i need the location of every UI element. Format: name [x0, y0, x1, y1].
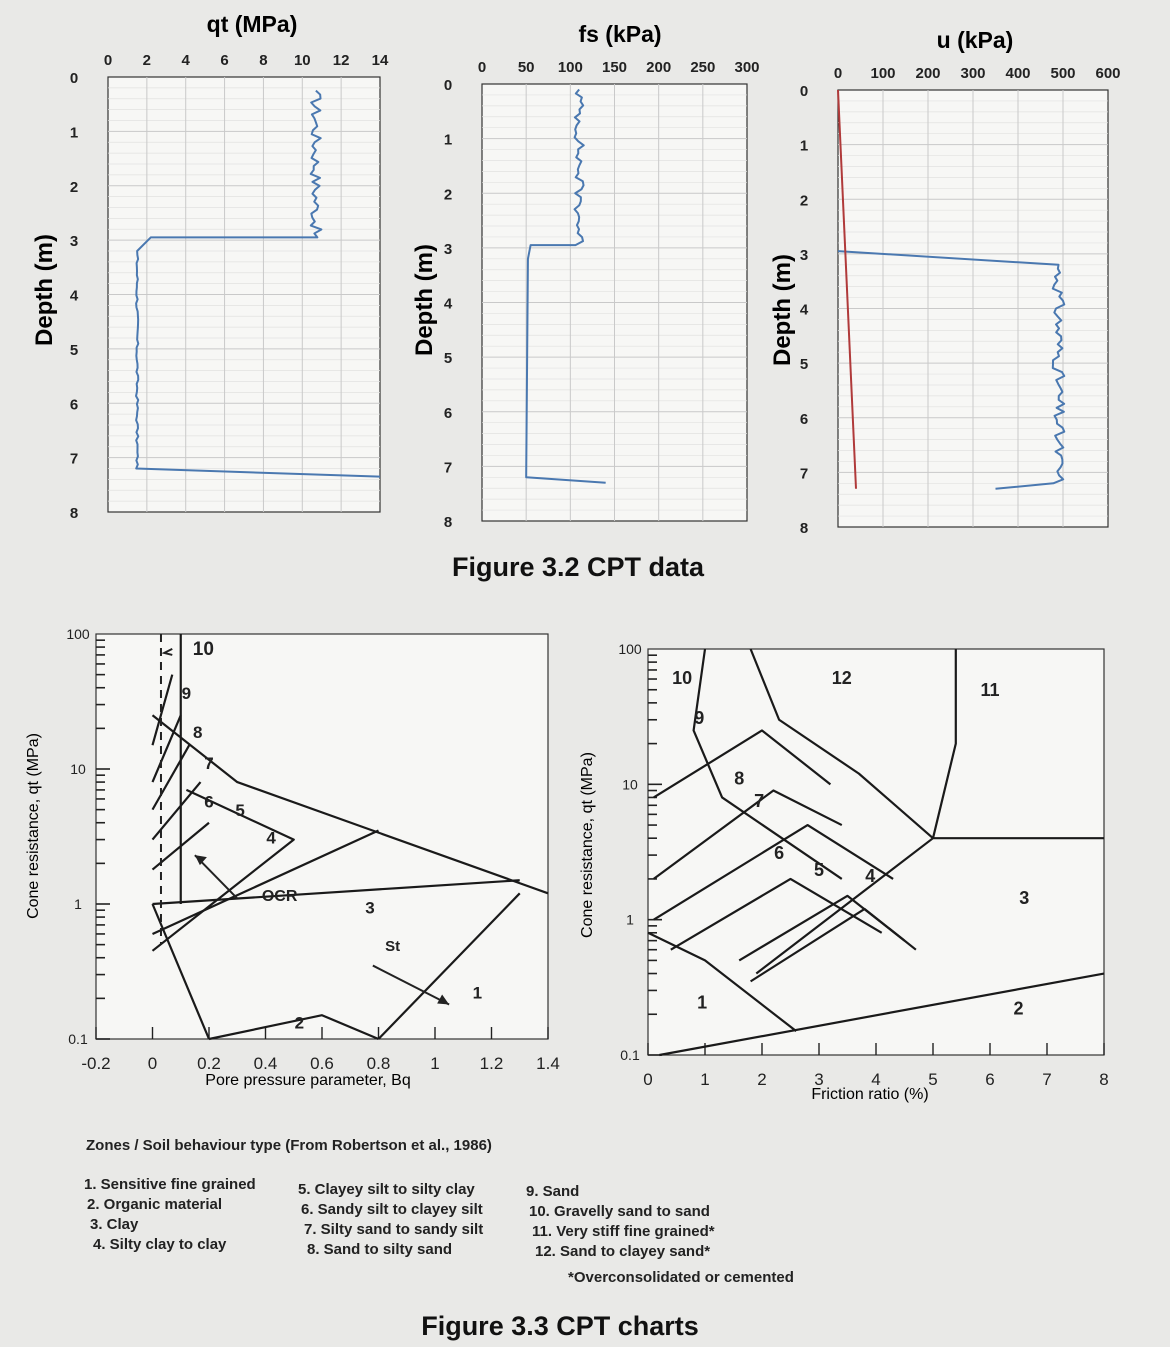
- bq-zone-6-label: 6: [204, 792, 214, 812]
- qt-y-tick-label: 5: [69, 341, 79, 359]
- fs-y-tick-label: 3: [443, 240, 453, 258]
- fs-y-tick-label: 2: [443, 186, 453, 204]
- u-y-tick-label: 0: [799, 83, 809, 100]
- legend-entry: 6. Sandy silt to clayey silt: [301, 1201, 483, 1218]
- qt-x-tick-label: 12: [332, 52, 350, 69]
- bq-x-tick-label: 1: [430, 1054, 440, 1073]
- qt-x-tick-label: 10: [293, 52, 311, 69]
- legend-title: Zones / Soil behaviour type (From Robertson et al., 1986): [86, 1137, 492, 1154]
- bq-zone-5-label: 5: [235, 800, 245, 820]
- fr-x-tick-label: 4: [871, 1070, 881, 1089]
- fr-x-tick-label: 2: [757, 1070, 767, 1089]
- u-x-tick-label: 200: [915, 65, 941, 82]
- legend-entry: 7. Silty sand to sandy silt: [304, 1221, 484, 1238]
- st-annotation: St: [385, 937, 401, 955]
- qt-y-tick-label: 4: [69, 287, 79, 305]
- bq-y-tick-label: 100: [66, 626, 90, 642]
- fr-zone-3-label: 3: [1019, 888, 1030, 909]
- qt-y-axis-label: Depth (m): [31, 234, 58, 346]
- legend-entry: 4. Silty clay to clay: [93, 1236, 227, 1253]
- u-x-tick-label: 0: [833, 65, 843, 82]
- fs-y-tick-label: 1: [443, 131, 453, 149]
- bq-x-tick-label: 0: [147, 1054, 158, 1073]
- u-depth-chart: [769, 27, 1121, 537]
- bq-x-tick-label: 0.2: [197, 1054, 221, 1073]
- fr-zone-7-label: 7: [754, 791, 765, 812]
- legend-column-3: [526, 1183, 715, 1260]
- bq-x-tick-label: 0.4: [253, 1054, 278, 1073]
- fr-x-tick-label: 1: [700, 1070, 710, 1089]
- u-y-tick-label: 6: [799, 410, 809, 428]
- fr-zone-11-label: 11: [980, 679, 1000, 700]
- fs-y-tick-label: 8: [443, 514, 453, 531]
- u-y-axis-label: Depth (m): [769, 254, 796, 366]
- u-y-tick-label: 7: [799, 465, 809, 483]
- fs-gridlines: [482, 84, 747, 521]
- bq-x-tick-label: 0.6: [310, 1054, 334, 1073]
- fs-x-tick-label: 150: [601, 59, 628, 76]
- qt-depth-chart: [31, 11, 389, 522]
- fs-x-tick-label: 300: [734, 59, 760, 76]
- bq-zone-7-label: 7: [204, 754, 214, 773]
- legend-entry: 12. Sand to clayey sand*: [535, 1243, 711, 1260]
- bq-zone-2-label: 2: [294, 1013, 305, 1033]
- fr-y-tick-label: 10: [622, 776, 638, 793]
- u-x-tick-label: 600: [1095, 65, 1121, 82]
- legend-entry: 2. Organic material: [87, 1196, 223, 1213]
- qt-x-tick-label: 2: [142, 52, 152, 69]
- fr-x-tick-label: 7: [1042, 1070, 1052, 1089]
- legend-entry: 9. Sand: [526, 1183, 580, 1200]
- fs-depth-chart: [411, 21, 760, 531]
- figure-3-2-caption: Figure 3.2 CPT data: [451, 552, 705, 582]
- fs-x-tick-label: 0: [477, 59, 487, 76]
- fr-y-axis-label: Cone resistance, qt (MPa): [579, 752, 596, 938]
- fr-zone-9-label: 9: [694, 707, 705, 728]
- fs-y-tick-label: 7: [443, 459, 453, 477]
- bq-zone-3-label: 3: [365, 898, 375, 918]
- fs-x-tick-label: 50: [517, 59, 535, 76]
- fr-zone-2-label: 2: [1013, 998, 1024, 1019]
- soil-zone-legend: [84, 1137, 794, 1286]
- friction-ratio-classification-chart: [579, 641, 1109, 1103]
- bq-x-tick-label: 1.4: [536, 1054, 560, 1073]
- fs-y-tick-label: 6: [443, 404, 453, 422]
- bq-x-tick-label: 1.2: [479, 1054, 504, 1073]
- u-x-tick-label: 500: [1050, 65, 1076, 82]
- fs-chart-title: fs (kPa): [578, 21, 662, 47]
- bq-zone-10-label: 10: [192, 638, 214, 660]
- u-x-tick-label: 300: [960, 65, 986, 82]
- fs-y-tick-label: 4: [443, 295, 453, 313]
- fr-x-axis-label: Friction ratio (%): [811, 1086, 929, 1103]
- fr-zone-6-label: 6: [774, 843, 785, 864]
- bq-zone-1-label: 1: [472, 983, 483, 1003]
- fs-x-tick-label: 100: [557, 59, 583, 76]
- bq-y-axis-label: Cone resistance, qt (MPa): [25, 733, 42, 919]
- legend-column-1: [84, 1176, 256, 1253]
- fr-x-tick-label: 8: [1099, 1070, 1109, 1089]
- qt-x-tick-label: 4: [181, 52, 190, 69]
- fr-zone-5-label: 5: [813, 860, 825, 881]
- bq-zone-4-label: 4: [266, 828, 276, 848]
- fr-plot-area: [648, 649, 1104, 1055]
- qt-y-tick-label: 3: [69, 233, 79, 251]
- fr-y-tick-label: 1: [626, 911, 634, 928]
- fr-zone-1-label: 1: [697, 992, 708, 1013]
- u-y-tick-label: 3: [799, 246, 809, 264]
- legend-entry: 11. Very stiff fine grained*: [532, 1223, 715, 1240]
- fr-zone-8-label: 8: [734, 768, 745, 789]
- qt-y-tick-label: 2: [69, 178, 79, 196]
- fr-x-tick-label: 0: [643, 1070, 653, 1089]
- ocr-annotation: OCR: [261, 888, 298, 906]
- u-y-tick-label: 4: [799, 301, 809, 319]
- u-x-tick-label: 100: [870, 65, 896, 82]
- legend-entry: 1. Sensitive fine grained: [84, 1176, 256, 1193]
- legend-entry: 10. Gravelly sand to sand: [529, 1203, 710, 1220]
- u-y-tick-label: 1: [799, 137, 809, 155]
- u-y-tick-label: 2: [799, 192, 809, 210]
- qt-chart-title: qt (MPa): [206, 11, 298, 37]
- qt-x-tick-label: 14: [371, 52, 389, 69]
- bq-zone-8-label: 8: [192, 722, 203, 742]
- qt-x-tick-label: 8: [259, 52, 268, 69]
- legend-entry: 5. Clayey silt to silty clay: [298, 1181, 475, 1198]
- u-chart-title: u (kPa): [936, 27, 1014, 53]
- bq-y-tick-label: 1: [74, 896, 82, 912]
- fr-zone-10-label: 10: [672, 668, 693, 689]
- qt-gridlines: [108, 77, 380, 512]
- legend-column-2: [298, 1181, 483, 1258]
- u-y-tick-label: 8: [799, 520, 809, 537]
- fr-y-tick-label: 100: [618, 641, 642, 657]
- qt-y-tick-label: 6: [69, 396, 79, 414]
- bq-x-axis-label: Pore pressure parameter, Bq: [205, 1072, 411, 1089]
- fr-x-tick-label: 3: [814, 1070, 824, 1089]
- qt-y-tick-label: 8: [69, 505, 79, 522]
- bq-x-tick-label: 0.8: [366, 1054, 391, 1073]
- figure-3-3-caption: Figure 3.3 CPT charts: [421, 1311, 699, 1341]
- qt-y-tick-label: 7: [69, 450, 79, 468]
- bq-plot-area: [96, 634, 548, 1039]
- qt-x-tick-label: 6: [220, 52, 229, 69]
- fs-x-tick-label: 200: [646, 59, 672, 76]
- bq-classification-chart: [25, 626, 560, 1089]
- u-x-tick-label: 400: [1005, 65, 1031, 82]
- qt-y-tick-label: 0: [69, 70, 79, 87]
- legend-entry: 3. Clay: [90, 1216, 139, 1233]
- fr-x-tick-label: 6: [985, 1070, 995, 1089]
- fs-x-tick-label: 250: [690, 59, 716, 76]
- qt-y-tick-label: 1: [69, 124, 79, 142]
- u-gridlines: [838, 90, 1108, 527]
- legend-footnote: *Overconsolidated or cemented: [568, 1269, 794, 1286]
- fr-zone-12-label: 12: [831, 668, 852, 689]
- fs-y-tick-label: 5: [443, 350, 453, 368]
- qt-x-tick-label: 0: [103, 52, 113, 69]
- bq-y-tick-label: 0.1: [68, 1031, 88, 1047]
- legend-entry: 8. Sand to silty sand: [307, 1241, 453, 1258]
- fs-y-axis-label: Depth (m): [411, 244, 438, 356]
- fs-y-tick-label: 0: [443, 77, 453, 94]
- bq-y-tick-label: 10: [70, 761, 86, 777]
- bq-x-tick-label: -0.2: [81, 1054, 111, 1073]
- fr-zone-4-label: 4: [865, 865, 876, 886]
- u-y-tick-label: 5: [799, 356, 809, 374]
- fr-y-tick-label: 0.1: [620, 1047, 640, 1063]
- fr-x-tick-label: 5: [928, 1070, 938, 1089]
- bq-zone-9-label: 9: [181, 684, 192, 704]
